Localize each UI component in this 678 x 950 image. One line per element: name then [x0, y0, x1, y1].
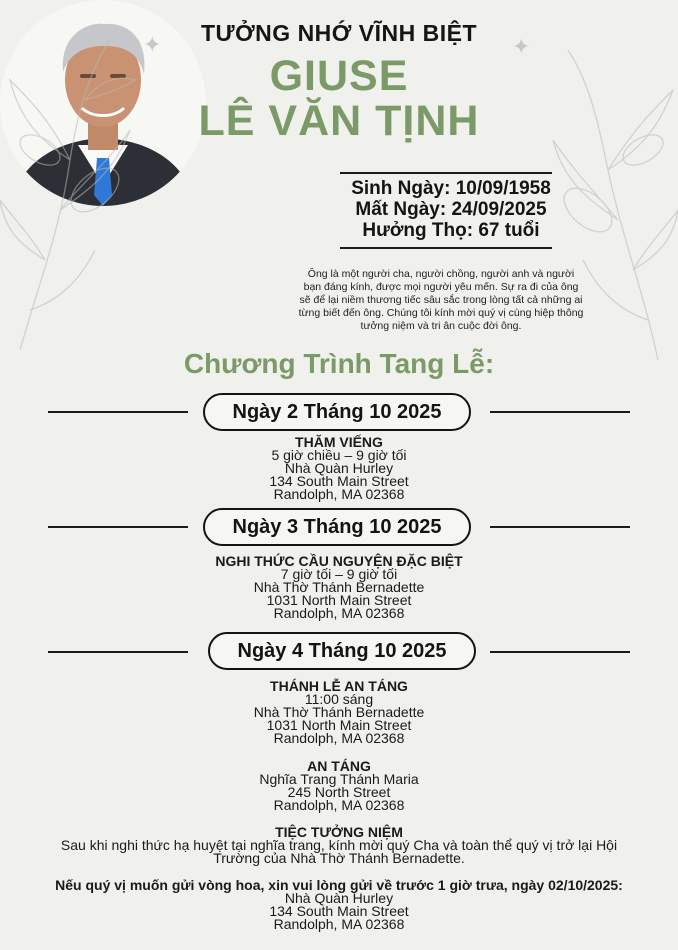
day3-reception-line2: Trường của Nhà Thờ Thánh Bernadette. [213, 850, 465, 866]
day3-burial-title: AN TÁNG [307, 758, 371, 774]
sparkle-left-icon: ✦ [143, 32, 162, 57]
age-at-death: Hưởng Thọ: 67 tuổi [362, 220, 540, 241]
day3-burial-place: Nghĩa Trang Thánh Maria [259, 771, 419, 787]
day1-event-place: Nhà Quàn Hurley [284, 460, 394, 476]
day3-reception-event [0, 826, 678, 865]
tribute-paragraph: Ông là một người cha, người chồng, người anh và người bạn đáng kính, được mọi người yêu mến. Sự ra đi của ông sẽ để lại niềm thương tiếc sâu sắc trong lòng tất cả những ai từng biết đến ông. Chúng tôi kính mời quý vị cùng hiệp thông tưởng niệm và tri ân cuộc đời ông. [298, 268, 584, 332]
day3-mass-time: 11:00 sáng [304, 691, 374, 707]
day3-mass-title: THÁNH LỄ AN TÁNG [270, 678, 408, 694]
birth-date: Sinh Ngày: 10/09/1958 [351, 178, 551, 199]
day3-date-badge: Ngày 4 Tháng 10 2025 [208, 632, 476, 670]
day3-mass-city: Randolph, MA 02368 [273, 730, 405, 746]
flowers-note: Nếu quý vị muốn gửi vòng hoa, xin vui lòng gửi về trước 1 giờ trưa, ngày 02/10/2025: [55, 877, 623, 893]
day1-event-time: 5 giờ chiều – 9 giờ tối [271, 447, 407, 463]
day3-mass-place: Nhà Thờ Thánh Bernadette [253, 704, 425, 720]
deceased-name-line2: LÊ VĂN TỊNH [198, 97, 480, 145]
divider-day1-right [490, 411, 630, 413]
day1-event-city: Randolph, MA 02368 [273, 486, 405, 502]
day2-event-title: NGHI THỨC CẦU NGUYỆN ĐẶC BIỆT [215, 553, 463, 569]
divider-dates-top [340, 172, 552, 174]
day2-date-badge: Ngày 3 Tháng 10 2025 [203, 508, 471, 546]
divider-day3-right [490, 651, 630, 653]
death-date: Mất Ngày: 24/09/2025 [355, 199, 547, 220]
divider-day3-left [48, 651, 188, 653]
day3-reception-line1: Sau khi nghi thức hạ huyệt tại nghĩa trang, kính mời quý Cha và toàn thể quý vị trở lại Hội [60, 837, 618, 853]
day3-burial-city: Randolph, MA 02368 [273, 797, 405, 813]
day1-date-badge: Ngày 2 Tháng 10 2025 [203, 393, 471, 431]
day2-event-city: Randolph, MA 02368 [273, 605, 405, 621]
divider-day2-left [48, 526, 188, 528]
program-title: Chương Trình Tang Lễ: [183, 348, 495, 379]
day2-event-place: Nhà Thờ Thánh Bernadette [253, 579, 425, 595]
day2-event-street: 1031 North Main Street [266, 592, 412, 608]
day3-reception-title: TIỆC TƯỞNG NIỆM [275, 824, 403, 840]
divider-dates-bottom [340, 247, 552, 249]
day3-mass-street: 1031 North Main Street [266, 717, 412, 733]
deceased-name-line1: GIUSE [269, 52, 409, 100]
day2-event [0, 555, 678, 620]
day3-mass-event [0, 680, 678, 745]
day3-burial-event [0, 760, 678, 812]
flowers-city: Randolph, MA 02368 [273, 916, 405, 932]
memorial-heading: TƯỞNG NHỚ VĨNH BIỆT [200, 20, 478, 46]
divider-day2-right [490, 526, 630, 528]
day1-event-title: THĂM VIẾNG [295, 434, 383, 450]
flowers-street: 134 South Main Street [269, 903, 409, 919]
day1-event [0, 436, 678, 501]
day1-event-street: 134 South Main Street [269, 473, 409, 489]
sparkle-right-icon: ✦ [512, 34, 531, 59]
day2-event-time: 7 giờ tối – 9 giờ tối [280, 566, 398, 582]
flowers-note-block [0, 879, 678, 931]
divider-day1-left [48, 411, 188, 413]
day3-burial-street: 245 North Street [287, 784, 391, 800]
flowers-place: Nhà Quàn Hurley [284, 890, 394, 906]
